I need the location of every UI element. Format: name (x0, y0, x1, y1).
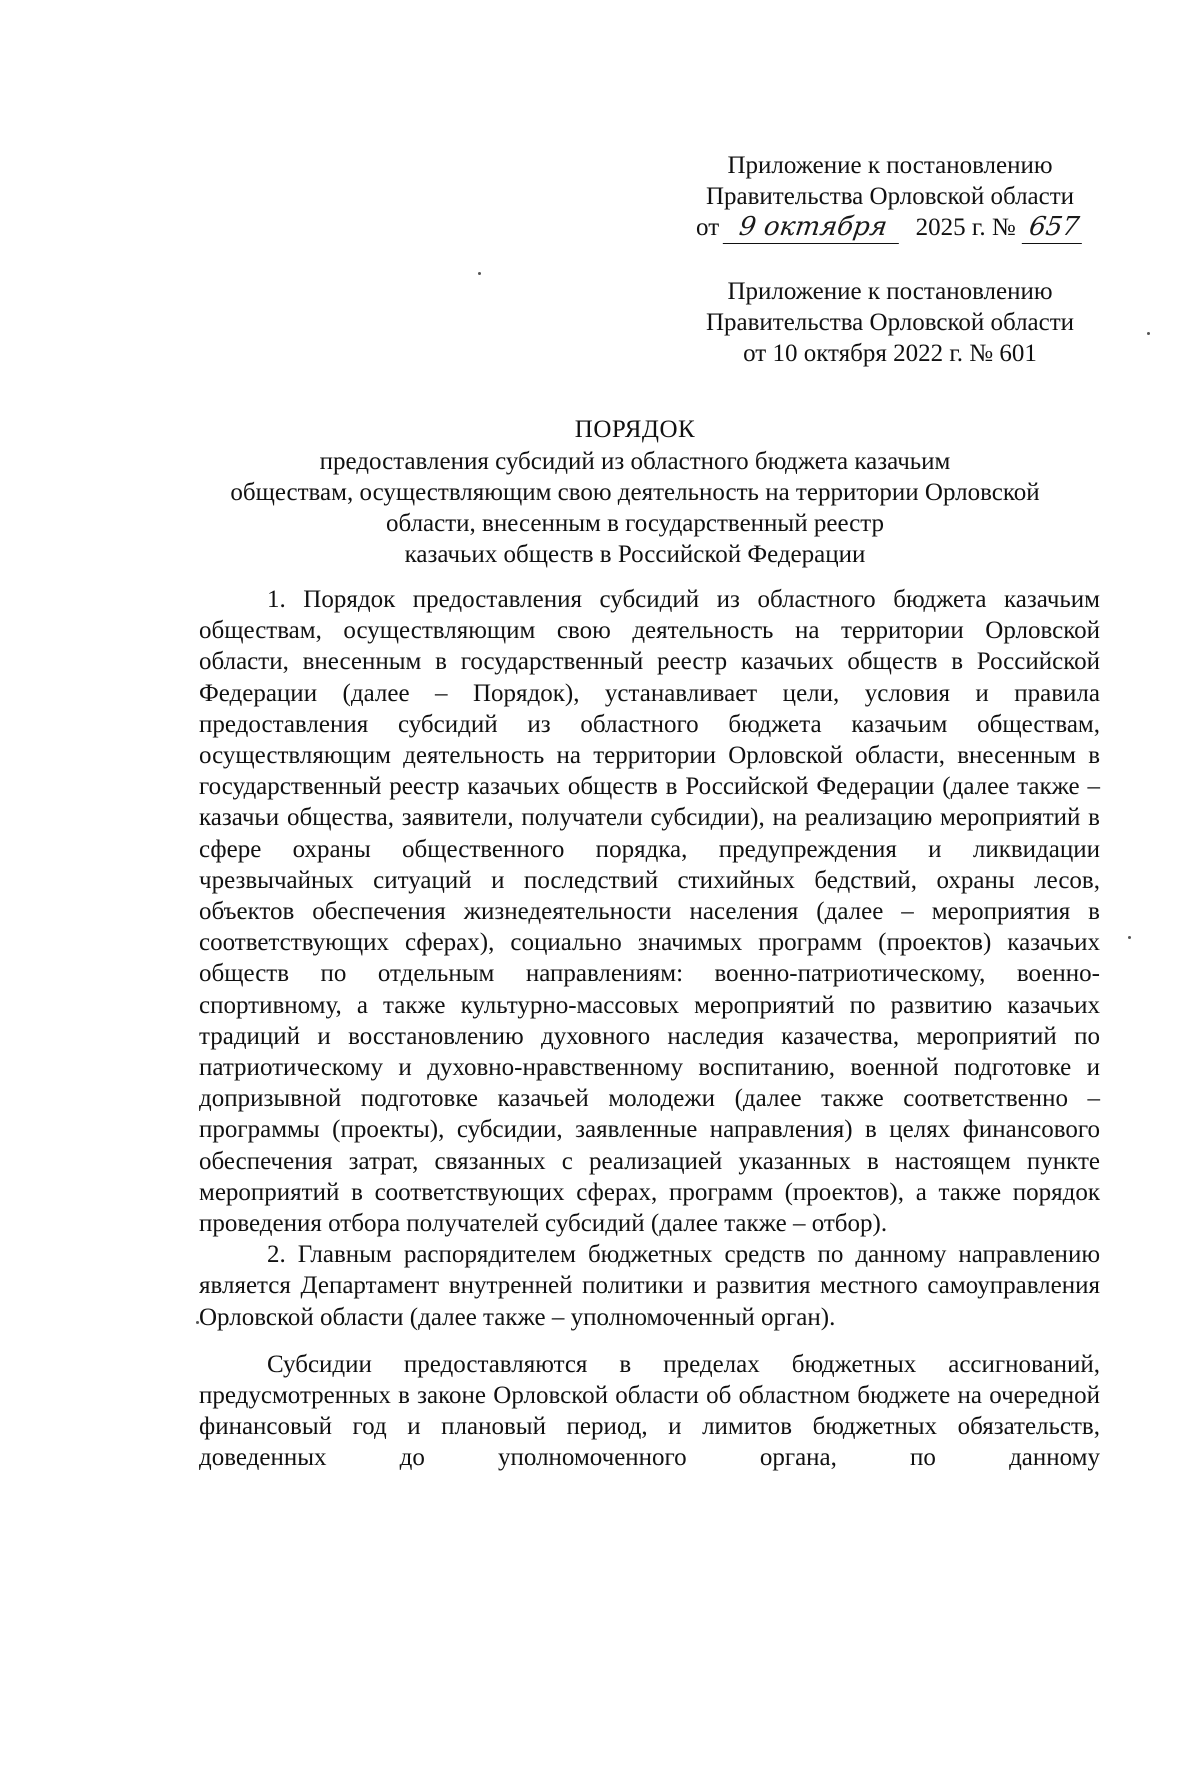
title-line-1: предоставления субсидий из областного бюджета казачьим (319, 448, 951, 475)
paragraph-2: 2. Главным распорядителем бюджетных средств по данному направлению является Департамент внутренней политики и развития местного самоуправления Орловской области (далее также – уполномоченный орган). (199, 1241, 1100, 1331)
title-line-4: казачьих обществ в Российской Федерации (404, 541, 866, 568)
scan-speck (1147, 332, 1150, 335)
title-line-2: обществам, осуществляющим свою деятельность на территории Орловской (230, 479, 1040, 506)
appendix-header-old (680, 276, 1100, 369)
resolution-date-old: от 10 октября 2022 г. № 601 (743, 340, 1037, 367)
scan-speck (1128, 936, 1131, 939)
appendix-header-new (680, 150, 1100, 244)
document-title (170, 414, 1100, 570)
document-body (199, 584, 1100, 1474)
government-label-old: Правительства Орловской области (705, 309, 1075, 336)
appendix-label: Приложение к постановлению (727, 152, 1053, 179)
title-line-3: области, внесенным в государственный реестр (385, 510, 884, 537)
date-year-label: 2025 г. № (915, 214, 1016, 241)
handwritten-number: 657 (1022, 212, 1086, 244)
appendix-label-old: Приложение к постановлению (727, 278, 1053, 305)
scan-speck (196, 1321, 199, 1324)
paragraph-1: 1. Порядок предоставления субсидий из областного бюджета казачьим обществам, осуществляющим свою деятельность на территории Орловской области, внесенным в государственный реестр казачьих обществ в Российской Федерации (далее – Порядок), устанавливает цели, условия и правила предоставления субсидий из областного бюджета казачьим обществам, осуществляющим деятельность на территории Орловской области, внесенным в государственный реестр казачьих обществ в Российской Федерации (далее также – казачьи общества, заявители, получатели субсидии), на реализацию мероприятий в сфере охраны общественного порядка, предупреждения и ликвидации чрезвычайных ситуаций и последствий стихийных бедствий, охраны лесов, объектов обеспечения жизнедеятельности населения (далее – мероприятия в соответствующих сферах), социально значимых программ (проектов) казачьих обществ по отдельным направлениям: военно-патриотическому, военно-спортивному, а также культурно-массовых мероприятий по развитию казачьих традиций и восстановлению духовного наследия казачества, мероприятий по патриотическому и духовно-нравственному воспитанию, военной подготовке и допризывной подготовке казачьей молодежи (далее также соответственно – программы (проекты), субсидии, заявленные направления) в целях финансового обеспечения затрат, связанных с реализацией указанных в настоящем пункте мероприятий в соответствующих сферах, программ (проектов), а также порядок проведения отбора получателей субсидий (далее также – отбор). (199, 586, 1100, 1238)
title-heading: ПОРЯДОК (574, 416, 696, 443)
handwritten-date: 9 октября (723, 212, 903, 244)
date-prefix: от (696, 214, 720, 241)
paragraph-3: Субсидии предоставляются в пределах бюджетных ассигнований, предусмотренных в законе Орловской области об областном бюджете на очередной финансовый год и плановый период, и лимитов бюджетных обязательств, доведенных до уполномоченного органа, по данному (199, 1350, 1100, 1472)
scan-speck (478, 272, 481, 275)
government-label: Правительства Орловской области (705, 183, 1075, 210)
resolution-date-line (680, 212, 1100, 244)
